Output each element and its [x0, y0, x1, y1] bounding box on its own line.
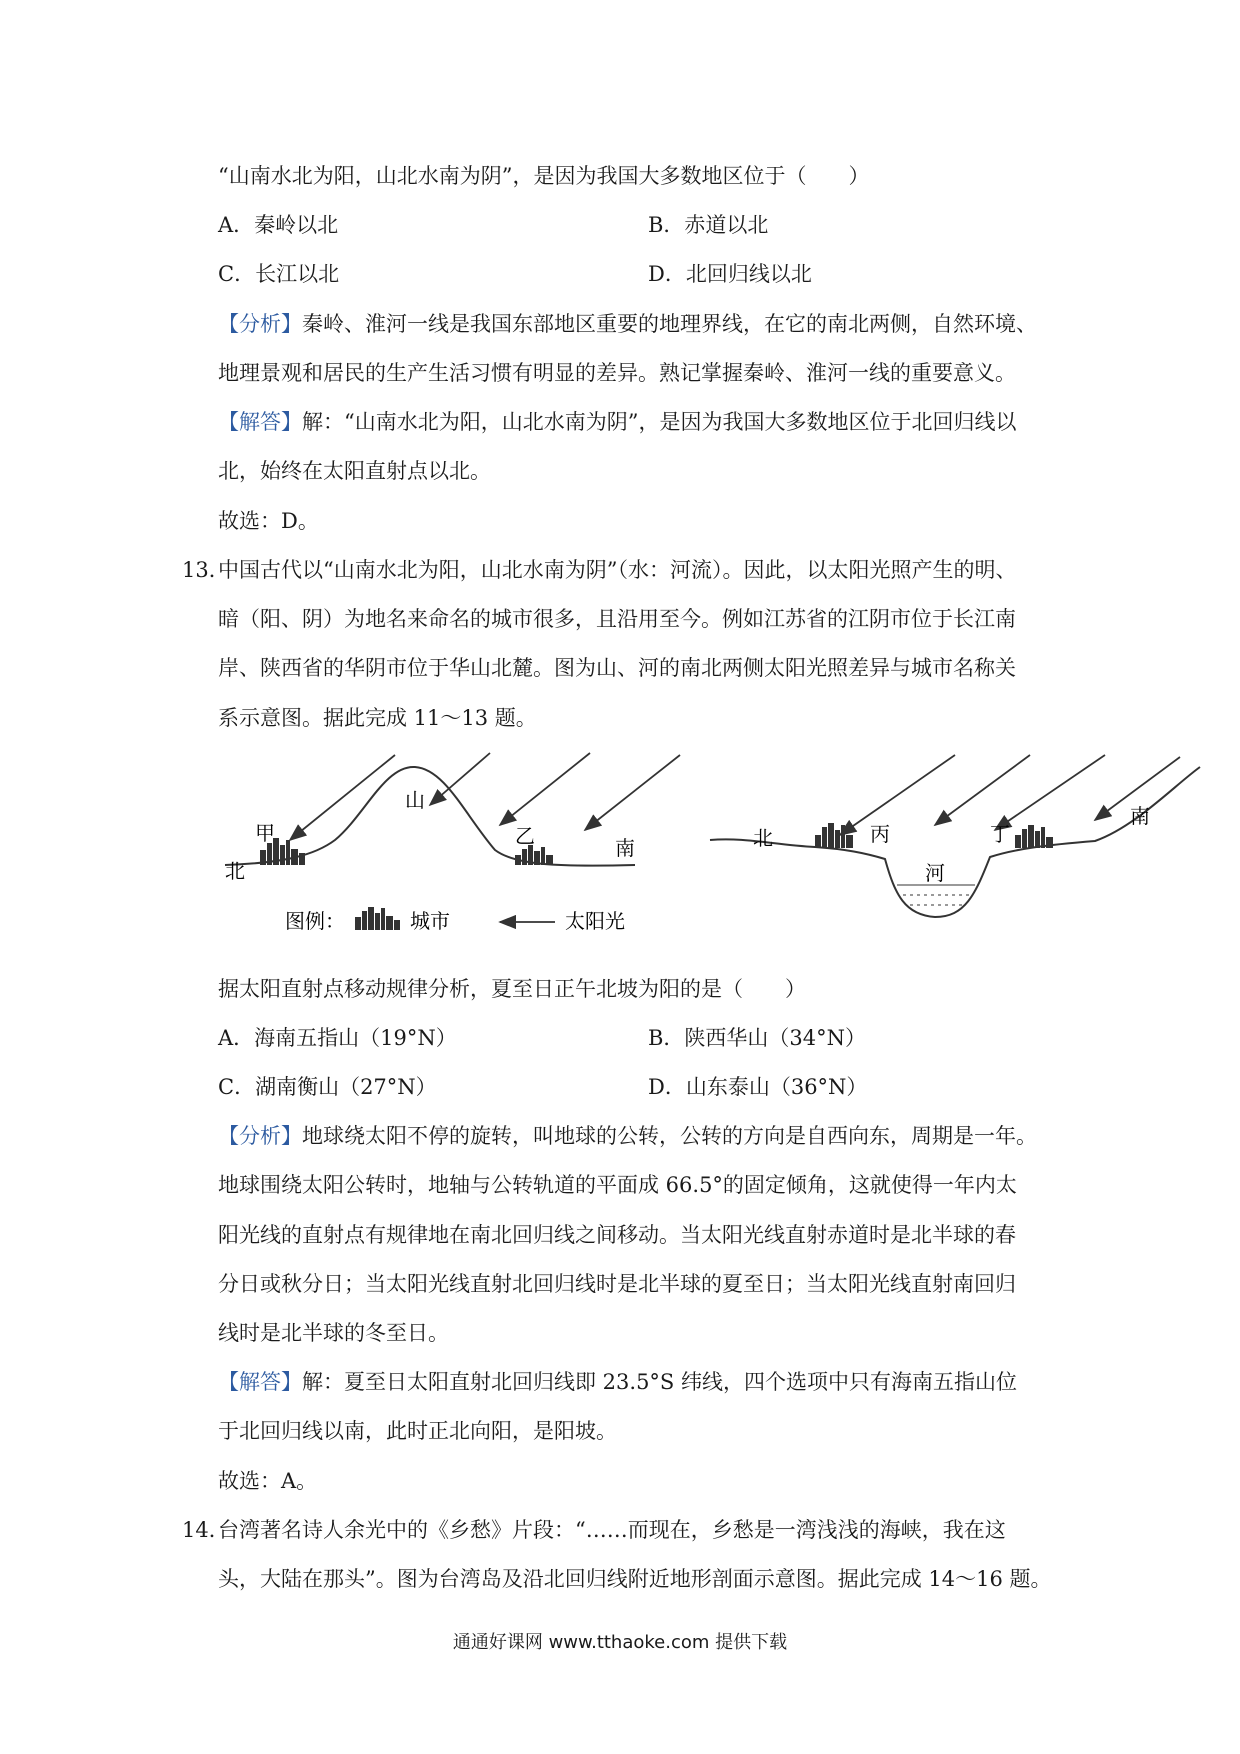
sun-arrow — [290, 755, 395, 840]
city-label-river-left: 丙 — [870, 822, 890, 846]
q13-analysis-line-3: 阳光线的直射点有规律地在南北回归线之间移动。当太阳光线直射赤道时是北半球的春 — [218, 1223, 1016, 1247]
city-label-river-right: 丁 — [990, 822, 1010, 846]
q12-analysis-line-1: 【分析】秦岭、淮河一线是我国东部地区重要的地理界线，在它的南北两侧，自然环境、 — [218, 312, 1037, 336]
city-label-right: 乙 — [515, 824, 535, 848]
sunlight-terrain-figure — [215, 745, 1215, 960]
q12-option-d: D．北回归线以北 — [648, 262, 812, 286]
q13-intro-line-1: 中国古代以“山南水北为阳，山北水南为阴”（水：河流）。因此，以太阳光照产生的明、 — [218, 558, 1017, 582]
analysis-tag: 【分析】 — [218, 1124, 302, 1148]
q12-option-c: C．长江以北 — [218, 262, 340, 286]
q13-option-a: A．海南五指山（19°N） — [218, 1026, 457, 1050]
q13-intro-line-2: 暗（阳、阴）为地名来命名的城市很多，且沿用至今。例如江苏省的江阴市位于长江南 — [218, 607, 1016, 631]
mountain-diagram — [225, 753, 680, 933]
city-label-left: 甲 — [255, 821, 275, 845]
q13-question: 据太阳直射点移动规律分析，夏至日正午北坡为阳的是（ ） — [218, 977, 806, 1001]
sun-arrow — [500, 753, 590, 825]
q14-line-1: 台湾著名诗人余光中的《乡愁》片段：“……而现在，乡愁是一湾浅浅的海峡，我在这 — [218, 1518, 1006, 1542]
q13-analysis-line-5: 线时是北半球的冬至日。 — [218, 1321, 449, 1345]
legend-city-icon — [355, 907, 400, 930]
mountain-label: 山 — [405, 788, 425, 812]
legend-city-label: 城市 — [410, 909, 450, 933]
q12-option-b: B．赤道以北 — [648, 213, 769, 237]
q12-option-a: A．秦岭以北 — [218, 213, 339, 237]
legend-sun-label: 太阳光 — [565, 909, 625, 933]
sun-arrow — [995, 755, 1105, 830]
legend-prefix: 图例： — [285, 909, 345, 933]
answer-tag: 【解答】 — [218, 410, 302, 434]
river-diagram — [710, 755, 1200, 917]
city-icon — [1015, 825, 1053, 848]
north-label: 北 — [753, 826, 773, 850]
city-icon — [515, 845, 553, 865]
sun-arrow — [935, 755, 1030, 825]
analysis-tag: 【分析】 — [218, 312, 302, 336]
q13-choice: 故选：A。 — [218, 1469, 318, 1493]
river-label: 河 — [925, 861, 945, 885]
city-icon — [815, 823, 853, 848]
sun-arrow — [585, 755, 680, 830]
q13-option-c: C．湖南衡山（27°N） — [218, 1075, 437, 1099]
q13-analysis-line-4: 分日或秋分日；当太阳光线直射北回归线时是北半球的夏至日；当太阳光线直射南回归 — [218, 1272, 1016, 1296]
north-label: 北 — [225, 859, 245, 883]
q13-answer-line-1: 【解答】解：夏至日太阳直射北回归线即 23.5°S 纬线，四个选项中只有海南五指山位 — [218, 1370, 1017, 1394]
page-footer: 通通好课网 www.tthaoke.com 提供下载 — [452, 1632, 788, 1653]
q13-answer-line-2: 于北回归线以南，此时正北向阳，是阳坡。 — [218, 1419, 617, 1443]
q12-answer-line-2: 北，始终在太阳直射点以北。 — [218, 459, 491, 483]
q13-analysis-line-2: 地球围绕太阳公转时，地轴与公转轨道的平面成 66.5°的固定倾角，这就使得一年内太 — [218, 1173, 1017, 1197]
q13-option-b: B．陕西华山（34°N） — [648, 1026, 867, 1050]
q12-choice: 故选：D。 — [218, 509, 319, 533]
south-label: 南 — [615, 836, 635, 860]
q12-stem: “山南水北为阳，山北水南为阴”，是因为我国大多数地区位于（ ） — [218, 164, 870, 188]
answer-tag: 【解答】 — [218, 1370, 302, 1394]
south-label: 南 — [1130, 804, 1150, 828]
q13-intro-line-4: 系示意图。据此完成 11～13 题。 — [218, 706, 537, 730]
q13-option-d: D．山东泰山（36°N） — [648, 1075, 868, 1099]
q13-analysis-line-1: 【分析】地球绕太阳不停的旋转，叫地球的公转，公转的方向是自西向东，周期是一年。 — [218, 1124, 1037, 1148]
q14-line-2: 头，大陆在那头”。图为台湾岛及沿北回归线附近地形剖面示意图。据此完成 14～16 题。 — [218, 1567, 1052, 1591]
q13-number: 13． — [182, 558, 230, 582]
q13-intro-line-3: 岸、陕西省的华阴市位于华山北麓。图为山、河的南北两侧太阳光照差异与城市名称关 — [218, 656, 1016, 680]
q12-analysis-line-2: 地理景观和居民的生产生活习惯有明显的差异。熟记掌握秦岭、淮河一线的重要意义。 — [218, 361, 1016, 385]
q14-number: 14． — [182, 1518, 230, 1542]
q12-answer-line-1: 【解答】解：“山南水北为阳，山北水南为阴”，是因为我国大多数地区位于北回归线以 — [218, 410, 1017, 434]
